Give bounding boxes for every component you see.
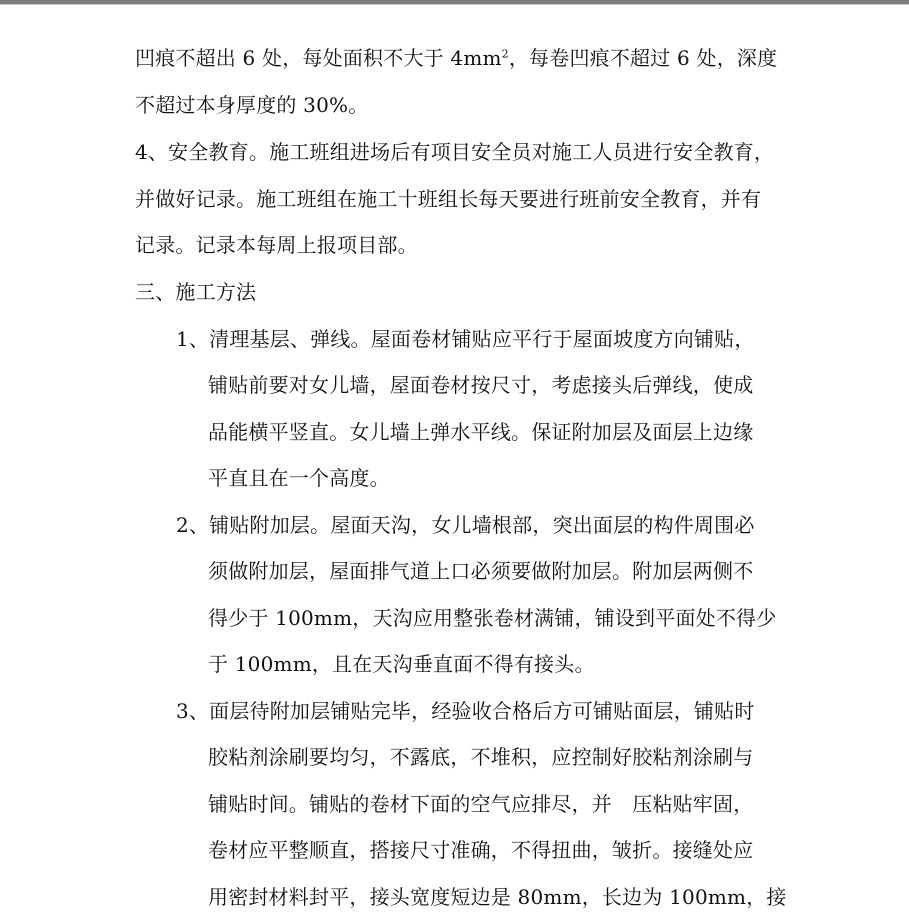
section-heading-construction-method: 三、施工方法 — [135, 280, 257, 304]
list-item-continuation: 平直且在一个高度。 — [208, 466, 390, 490]
text-segment: 凹痕不超出 6 处，每处面积不大于 4mm — [135, 46, 502, 70]
list-item-continuation: 得少于 100mm，天沟应用整张卷材满铺，铺设到平面处不得少 — [208, 606, 777, 630]
list-item-clean-base: 1、清理基层、弹线。屋面卷材铺贴应平行于屋面坡度方向铺贴， — [176, 327, 755, 351]
list-item-continuation: 于 100mm，且在天沟垂直面不得有接头。 — [208, 652, 595, 676]
paragraph-line: 不超过本身厚度的 30%。 — [135, 93, 369, 117]
safety-education-heading-line: 4、安全教育。施工班组进场后有项目安全员对施工人员进行安全教育， — [135, 140, 775, 164]
paragraph-line-dent-limits — [135, 46, 777, 70]
list-item-continuation: 铺贴时间。铺贴的卷材下面的空气应排尽，并 压粘贴牢固， — [208, 792, 754, 816]
text-segment: ，每卷凹痕不超过 6 处，深度 — [508, 46, 778, 70]
list-item-continuation: 须做附加层，屋面排气道上口必须要做附加层。附加层两侧不 — [208, 559, 754, 583]
list-item-continuation: 品能横平竖直。女儿墙上弹水平线。保证附加层及面层上边缘 — [208, 420, 754, 444]
list-item-surface-layer: 3、面层待附加层铺贴完毕，经验收合格后方可铺贴面层，铺贴时 — [176, 699, 755, 723]
paragraph-line: 记录。记录本每周上报项目部。 — [135, 233, 418, 257]
paragraph-line: 并做好记录。施工班组在施工十班组长每天要进行班前安全教育，并有 — [135, 187, 762, 211]
list-item-continuation: 卷材应平整顺直，搭接尺寸准确，不得扭曲，皱折。接缝处应 — [208, 838, 754, 862]
list-item-continuation: 铺贴前要对女儿墙，屋面卷材按尺寸，考虑接头后弹线，使成 — [208, 373, 754, 397]
list-item-continuation: 用密封材料封平，接头宽度短边是 80mm，长边为 100mm，接 — [208, 885, 787, 909]
list-item-continuation: 胶粘剂涂刷要均匀，不露底，不堆积，应控制好胶粘剂涂刷与 — [208, 745, 754, 769]
superscript-2: 2 — [501, 47, 509, 61]
list-item-additional-layer: 2、铺贴附加层。屋面天沟，女儿墙根部，突出面层的构件周围必 — [176, 513, 755, 537]
